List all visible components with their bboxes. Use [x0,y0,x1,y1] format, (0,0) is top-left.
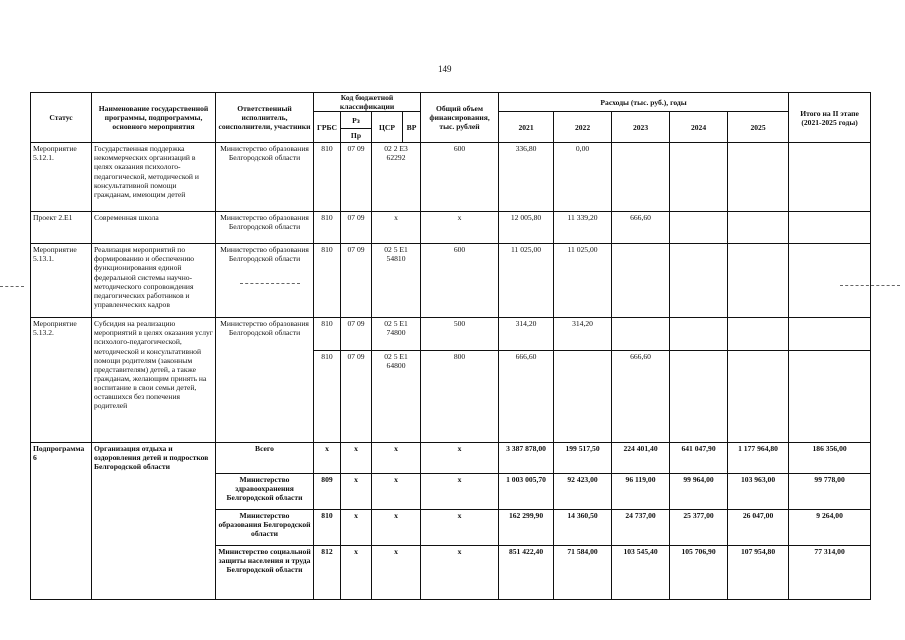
cell-rzpr: 07 09 [341,318,372,351]
cell-2022 [612,143,670,212]
cell-2023: 25 377,00 [670,509,728,545]
cell-2023: 99 964,00 [670,473,728,509]
cell-csr: х [372,443,421,473]
cell-status: Подпрограмма 6 [31,443,92,599]
cell-2025 [789,318,871,351]
cell-rzpr: 07 09 [341,351,372,443]
header-2023: 2023 [612,112,670,143]
cell-vr: 600 [421,143,499,212]
cell-2024 [728,244,789,318]
cell-total: 12 005,80 [499,212,554,244]
cell-grbs: 810 [314,212,341,244]
cell-responsible: Министерство образования Белгородской области [216,143,314,212]
header-total: Общий объем финансирования, тыс. рублей [421,93,499,143]
cell-vr: х [421,545,499,599]
cell-2022: 96 119,00 [612,473,670,509]
cell-csr: 02 5 Е1 54810 [372,244,421,318]
cell-rzpr: х [341,473,372,509]
header-vr: ВР [403,112,421,143]
cell-vr: 500 [421,318,499,351]
table-row [31,244,871,318]
cell-2025: 186 356,00 [789,443,871,473]
cell-status: Мероприятие 5.12.1. [31,143,92,212]
cell-responsible: Министерство образования Белгородской области [216,244,314,318]
cell-grbs: 809 [314,473,341,509]
cell-2021 [554,351,612,443]
table-row [31,318,871,351]
cell-total: 3 387 878,00 [499,443,554,473]
cell-total: 336,80 [499,143,554,212]
cell-2025 [789,212,871,244]
cell-responsible: Министерство образования Белгородской области [216,318,314,443]
cell-name: Организация отдыха и оздоровления детей и подростков Белгородской области [92,443,216,599]
cell-status: Мероприятие 5.13.1. [31,244,92,318]
cell-name: Государственная поддержка некоммерческих организаций в целях оказания психолого-педагогической, методической и консультативной помощи гражданам, имеющим детей [92,143,216,212]
header-budget-code: Код бюджетной классификации [314,93,421,112]
scan-artifact-line [0,286,24,287]
cell-csr: 02 5 Е1 64800 [372,351,421,443]
cell-total: 162 299,90 [499,509,554,545]
header-pr: Пр [341,129,372,143]
header-stage-total: Итого на II этапе (2021-2025 годы) [789,93,871,143]
cell-2025: 9 264,00 [789,509,871,545]
cell-2022: 24 737,00 [612,509,670,545]
table-row [31,443,871,473]
cell-rzpr: 07 09 [341,143,372,212]
cell-2023 [670,351,728,443]
cell-name: Современная школа [92,212,216,244]
cell-csr: х [372,545,421,599]
cell-2022 [612,318,670,351]
cell-total: 1 003 005,70 [499,473,554,509]
cell-2022: 103 545,40 [612,545,670,599]
cell-vr: х [421,473,499,509]
header-2024: 2024 [670,112,728,143]
cell-name: Реализация мероприятий по формированию и обеспечению функционирования единой федеральной системы научно-методического сопровождения педагогических работников и управленческих кадров [92,244,216,318]
header-responsible: Ответственный исполнитель, соисполнители, участники [216,93,314,143]
cell-responsible: Всего [216,443,314,473]
cell-vr: 600 [421,244,499,318]
cell-total: 314,20 [499,318,554,351]
cell-total: 666,60 [499,351,554,443]
header-name: Наименование государственной программы, подпрограммы, основного мероприятия [92,93,216,143]
cell-2021: 14 360,50 [554,509,612,545]
header-2022: 2022 [554,112,612,143]
cell-2023 [670,212,728,244]
page-number: 149 [438,64,452,74]
cell-2021: 199 517,50 [554,443,612,473]
cell-2022: 224 401,40 [612,443,670,473]
cell-2021: 0,00 [554,143,612,212]
budget-table [30,92,871,600]
cell-grbs: 810 [314,509,341,545]
cell-2022: 666,60 [612,351,670,443]
table-row [31,212,871,244]
cell-2024 [728,318,789,351]
cell-2021: 11 025,00 [554,244,612,318]
header-status: Статус [31,93,92,143]
header-2025: 2025 [728,112,789,143]
cell-2021: 92 423,00 [554,473,612,509]
cell-2022 [612,244,670,318]
cell-responsible: Министерство социальной защиты населения и труда Белгородской области [216,545,314,599]
cell-2025 [789,143,871,212]
scan-artifact-line [840,285,900,286]
table-row [31,143,871,212]
cell-grbs: х [314,443,341,473]
cell-total: 851 422,40 [499,545,554,599]
cell-responsible: Министерство образования Белгородской области [216,509,314,545]
cell-2023 [670,244,728,318]
cell-grbs: 810 [314,244,341,318]
cell-grbs: 810 [314,351,341,443]
cell-vr: х [421,509,499,545]
cell-rzpr: 07 09 [341,244,372,318]
cell-rzpr: х [341,545,372,599]
cell-2024 [728,351,789,443]
cell-csr: х [372,509,421,545]
header-row-1 [31,93,871,112]
cell-csr: 02 2 Е3 62292 [372,143,421,212]
cell-total: 11 025,00 [499,244,554,318]
cell-responsible: Министерство образования Белгородской области [216,212,314,244]
cell-2024: 26 047,00 [728,509,789,545]
cell-grbs: 812 [314,545,341,599]
cell-2022: 666,60 [612,212,670,244]
header-csr: ЦСР [372,112,403,143]
header-grbs: ГРБС [314,112,341,143]
cell-2021: 71 584,00 [554,545,612,599]
cell-2024 [728,143,789,212]
header-2021: 2021 [499,112,554,143]
cell-status: Проект 2.Е1 [31,212,92,244]
cell-2025 [789,351,871,443]
cell-csr: х [372,473,421,509]
cell-2023: 105 706,90 [670,545,728,599]
header-rz: Рз [341,112,372,129]
cell-status: Мероприятие 5.13.2. [31,318,92,443]
cell-grbs: 810 [314,143,341,212]
cell-responsible: Министерство здравоохранения Белгородской области [216,473,314,509]
cell-name: Субсидия на реализацию мероприятий в целях оказания услуг психолого-педагогической, методической и консультативной помощи родителям (законным представителям) детей, а также гражданам, желающим принять на воспитание в свои семьи детей, оставшихся без попечения родителей [92,318,216,443]
cell-2024: 1 177 964,80 [728,443,789,473]
cell-csr: 02 5 Е1 74800 [372,318,421,351]
cell-rzpr: х [341,509,372,545]
cell-grbs: 810 [314,318,341,351]
cell-2021: 314,20 [554,318,612,351]
cell-2025 [789,244,871,318]
cell-2021: 11 339,20 [554,212,612,244]
cell-2023 [670,143,728,212]
cell-vr: х [421,212,499,244]
cell-csr: х [372,212,421,244]
scan-artifact-line [240,283,300,284]
cell-vr: х [421,443,499,473]
cell-rzpr: 07 09 [341,212,372,244]
cell-2025: 99 778,00 [789,473,871,509]
cell-2024: 103 963,00 [728,473,789,509]
cell-vr: 800 [421,351,499,443]
cell-2025: 77 314,00 [789,545,871,599]
cell-2023: 641 047,90 [670,443,728,473]
cell-rzpr: х [341,443,372,473]
cell-2023 [670,318,728,351]
cell-2024 [728,212,789,244]
cell-2024: 107 954,80 [728,545,789,599]
header-expenses: Расходы (тыс. руб.), годы [499,93,789,112]
